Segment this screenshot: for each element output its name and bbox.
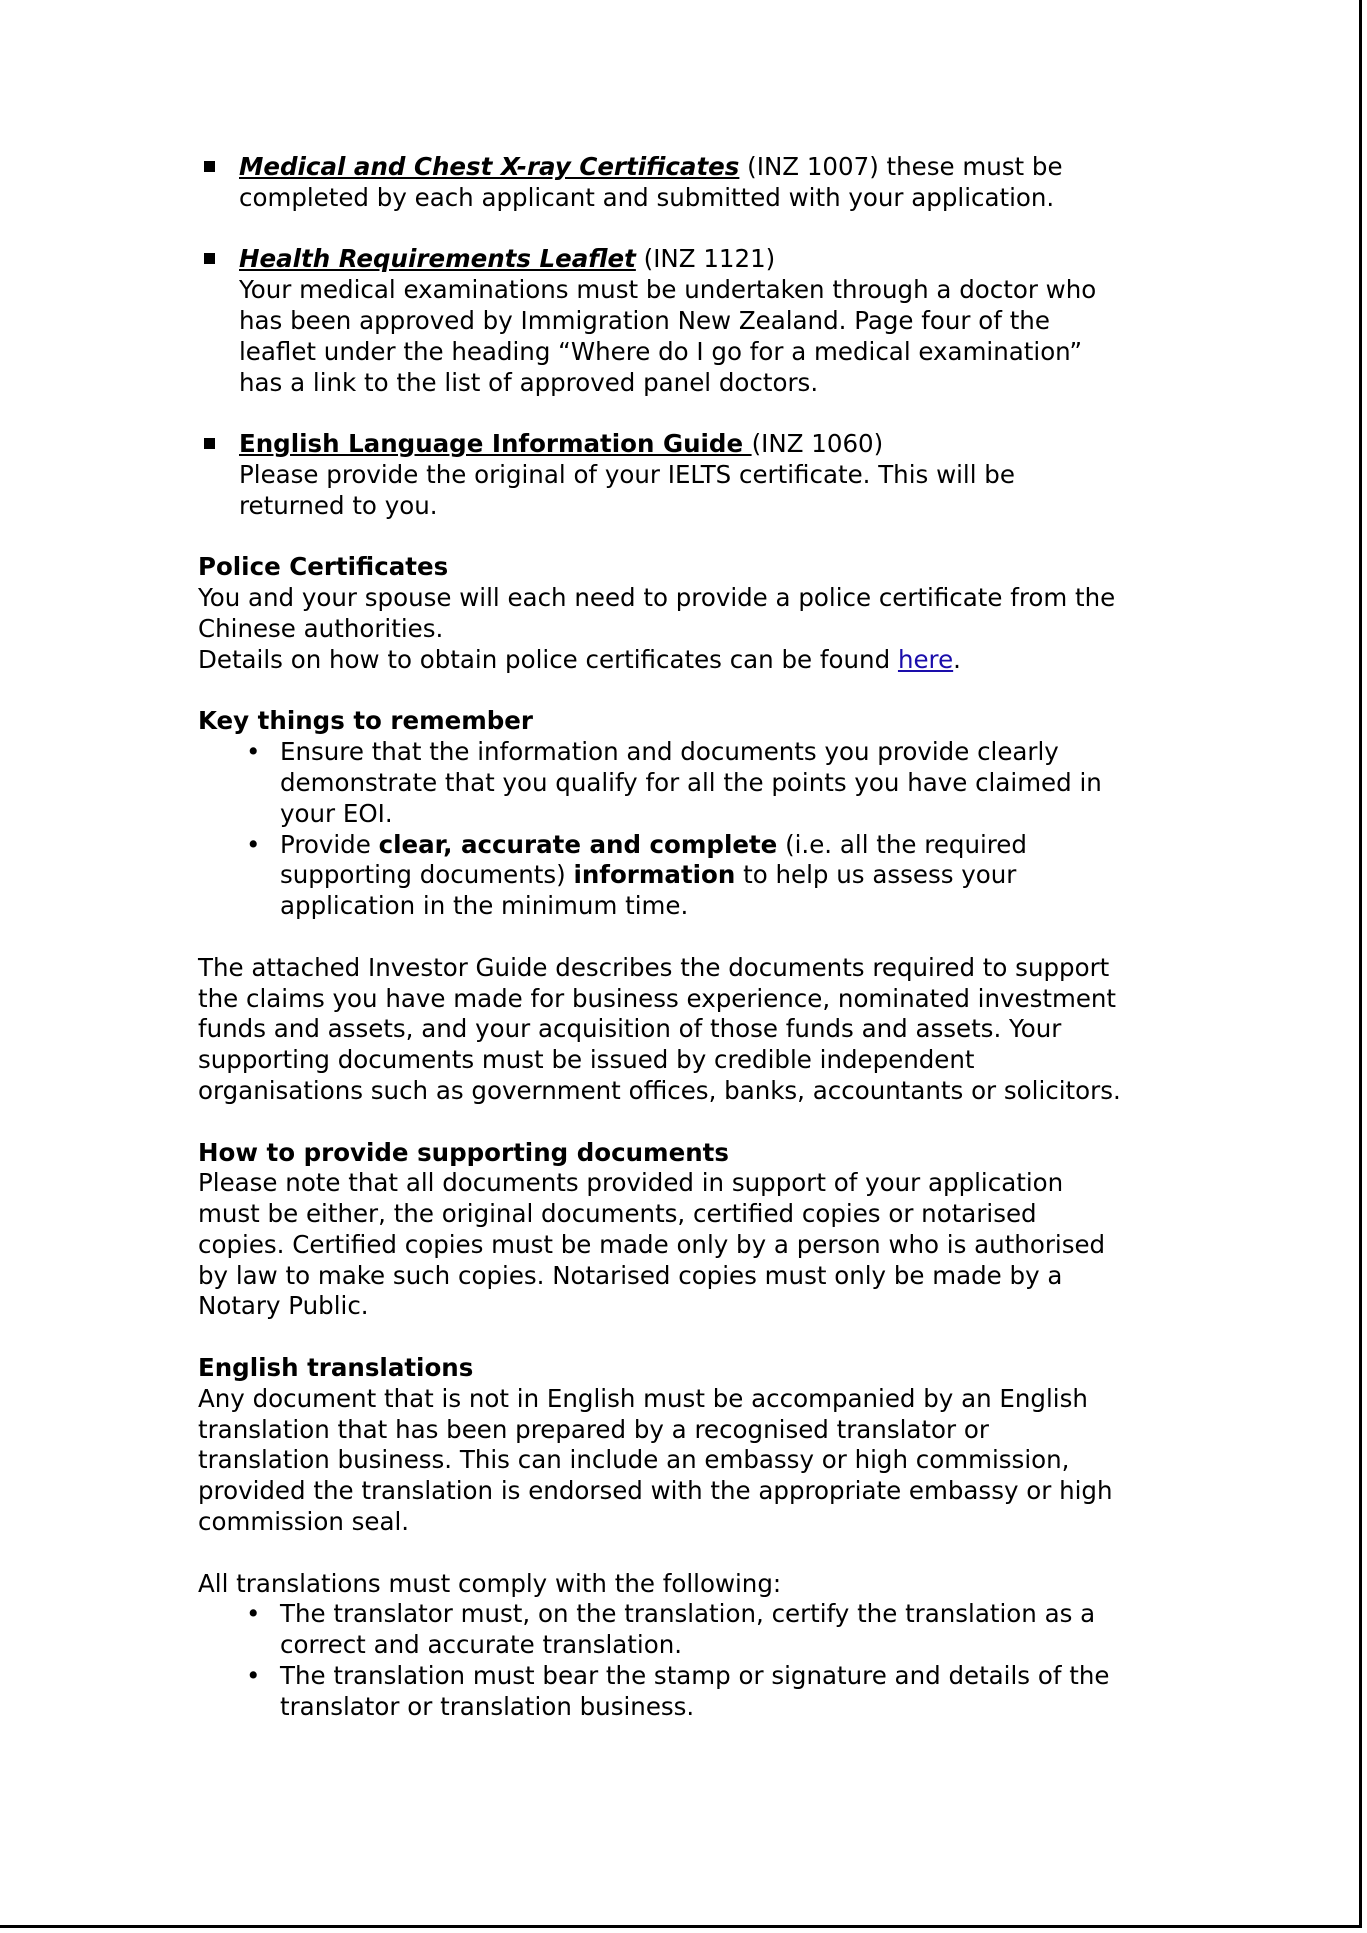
text-line [198,645,1168,676]
text-line: The translator must, on the translation, certify the translation as a [280,1599,1096,1629]
section-heading: How to provide supporting documents [198,1137,729,1167]
document-body [198,152,1168,1723]
text-line: Please note that all documents provided in support of your application [198,1168,1064,1198]
square-bullet-icon [204,161,215,172]
text-line: copies. Certified copies must be made only by a person who is authorised [198,1229,1106,1259]
text-span: to help us assess your [735,860,1017,890]
police-section [198,552,1168,675]
text-span: Details on how to obtain police certificates can be found [198,644,898,674]
bullet-dot-icon: • [246,1661,261,1691]
requirement-text-line: has been approved by Immigration New Zealand. Page four of the [239,305,1050,335]
text-line: The attached Investor Guide describes the documents required to support [198,952,1110,982]
text-line: demonstrate that you qualify for all the points you have claimed in [280,767,1102,797]
text-line: organisations such as government offices, banks, accountants or solicitors. [198,1075,1121,1105]
requirement-text-line: leaflet under the heading “Where do I go for a medical examination” [239,336,1083,366]
text-span: (i.e. all the required [777,829,1027,859]
text-line [280,860,1168,891]
key-things-list [198,737,1168,922]
requirement-first-line [239,152,1168,183]
text-line: Notary Public. [198,1291,369,1321]
requirement-code: (INZ 1121) [635,244,776,274]
text-line: your EOI. [280,798,393,828]
bullet-dot-icon: • [246,737,261,767]
text-line: supporting documents must be issued by credible independent [198,1045,975,1075]
translation-rules-list [198,1599,1168,1722]
text-line [280,830,1168,861]
text-line: You and your spouse will each need to provide a police certificate from the [198,583,1116,613]
requirement-title: Medical and Chest X-ray Certificates [239,152,740,181]
text-line: translation that has been prepared by a recognised translator or [198,1414,989,1444]
requirement-code: (INZ 1007) these must be [739,152,1063,181]
text-line: Chinese authorities. [198,613,444,643]
translations-comply-block [198,1569,1168,1723]
requirement-text-line: Please provide the original of your IELTS certificate. This will be [239,459,1015,489]
investor-guide-paragraph [198,953,1168,1107]
text-line: The translation must bear the stamp or signature and details of the [280,1661,1110,1691]
text-line: correct and accurate translation. [280,1630,683,1660]
text-line: must be either, the original documents, certified copies or notarised [198,1199,1037,1229]
list-item [198,1599,1168,1661]
text-line: Ensure that the information and documents you provide clearly [280,737,1059,767]
requirement-text-line: completed by each applicant and submitted with your application. [239,182,1055,212]
bold-text: clear, accurate and complete [378,829,778,859]
text-span: supporting documents) [280,860,574,890]
requirement-text-line: has a link to the list of approved panel doctors. [239,367,819,397]
requirement-item [198,429,1168,521]
bullet-dot-icon: • [246,829,261,859]
text-line: Any document that is not in English must be accompanied by an English [198,1383,1088,1413]
text-span: Provide [280,829,379,859]
requirement-code: (INZ 1060) [751,429,884,459]
bold-text: information [573,860,736,890]
police-certificates-link[interactable]: here [897,644,954,674]
section-heading: Police Certificates [198,552,449,582]
requirement-title: English Language Information Guide [239,429,752,459]
text-span: . [953,644,961,674]
requirement-title: Health Requirements Leaflet [239,244,636,274]
text-line: application in the minimum time. [280,891,689,921]
key-things-section [198,706,1168,922]
supporting-documents-section [198,1138,1168,1323]
section-heading: Key things to remember [198,706,533,736]
list-item [198,1661,1168,1723]
list-item [198,737,1168,829]
requirement-item [198,152,1168,214]
text-line: by law to make such copies. Notarised copies must only be made by a [198,1260,1063,1290]
text-line: funds and assets, and your acquisition of those funds and assets. Your [198,1014,1062,1044]
requirement-text-line: Your medical examinations must be undertaken through a doctor who [239,275,1097,305]
text-line: provided the translation is endorsed with the appropriate embassy or high [198,1476,1113,1506]
bullet-dot-icon: • [246,1599,261,1629]
list-item [198,830,1168,922]
english-translations-section [198,1353,1168,1538]
square-bullet-icon [204,438,215,449]
requirement-first-line [239,429,1168,460]
text-line: commission seal. [198,1507,410,1537]
requirement-first-line [239,244,1168,275]
text-line: All translations must comply with the following: [198,1568,782,1598]
square-bullet-icon [204,253,215,264]
text-line: the claims you have made for business experience, nominated investment [198,983,1117,1013]
section-heading: English translations [198,1353,474,1383]
requirement-item [198,244,1168,398]
text-line: translation business. This can include an embassy or high commission, [198,1445,1070,1475]
text-line: translator or translation business. [280,1691,695,1721]
requirement-text-line: returned to you. [239,490,438,520]
